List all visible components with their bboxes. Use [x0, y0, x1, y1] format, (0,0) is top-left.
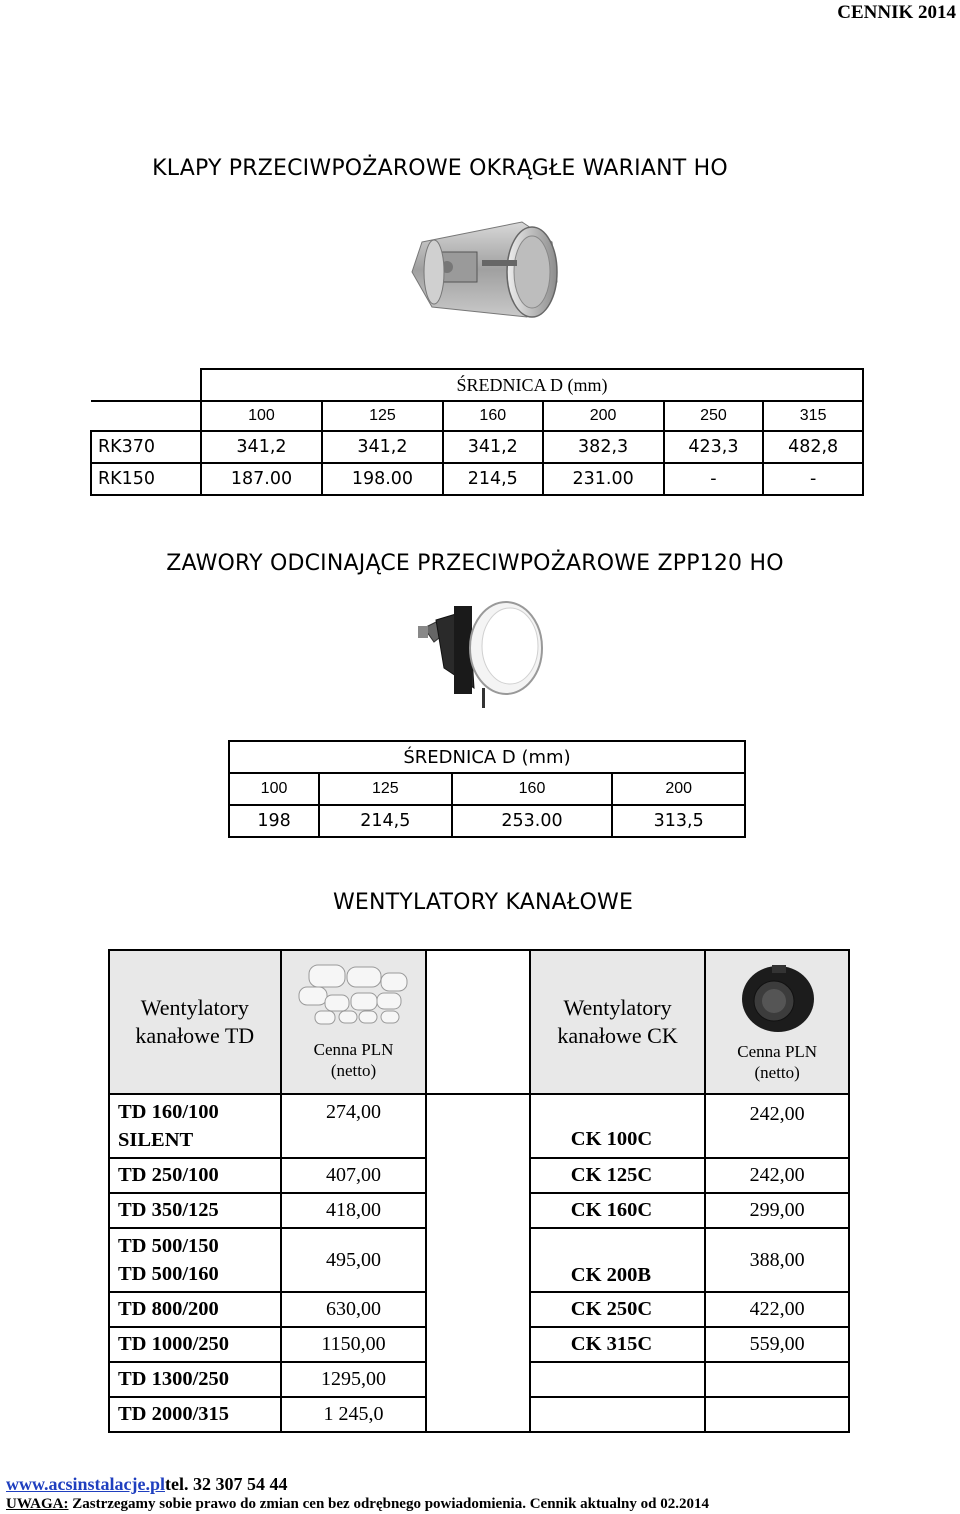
price-cell: 313,5 — [612, 805, 745, 837]
price-cell: 214,5 — [319, 805, 452, 837]
td-model: TD 250/100 — [109, 1158, 281, 1193]
td-price: 495,00 — [281, 1228, 427, 1292]
ck-price: 559,00 — [705, 1327, 849, 1362]
ck-price: 299,00 — [705, 1193, 849, 1228]
price-cell: 423,3 — [664, 431, 764, 463]
phone-number: tel. 32 307 54 44 — [165, 1474, 288, 1494]
td-price: 630,00 — [281, 1292, 427, 1327]
diameter-header: ŚREDNICA D (mm) — [201, 369, 863, 401]
td-price: 1 245,0 — [281, 1397, 427, 1432]
table-row — [109, 1158, 849, 1193]
td-model: TD 2000/315 — [109, 1397, 281, 1432]
section-title-dampers: KLAPY PRZECIWPOŻAROWE OKRĄGŁE WARIANT HO — [152, 156, 728, 181]
price-cell: 187.00 — [201, 463, 322, 495]
ck-fan-image — [734, 963, 820, 1035]
ck-fans-heading: Wentylatory kanałowe CK — [530, 950, 706, 1094]
td-price-heading: Cenna PLN (netto) — [281, 950, 427, 1094]
diameter-label: 100 — [229, 773, 319, 805]
price-cell: 253.00 — [452, 805, 613, 837]
diameter-header: ŚREDNICA D (mm) — [229, 741, 745, 773]
price-cell: - — [664, 463, 764, 495]
valves-price-table — [228, 740, 746, 838]
table-row — [109, 1397, 849, 1432]
td-model: TD 500/150 TD 500/160 — [109, 1228, 281, 1292]
td-price: 407,00 — [281, 1158, 427, 1193]
td-price: 274,00 — [281, 1094, 427, 1158]
price-cell: 482,8 — [763, 431, 863, 463]
ck-model: CK 125C — [530, 1158, 706, 1193]
ck-price: 242,00 — [705, 1094, 849, 1158]
table-row — [109, 1094, 849, 1158]
table-row — [109, 1327, 849, 1362]
website-link[interactable]: www.acsinstalacje.pl — [6, 1474, 165, 1494]
notice-text: Zastrzegamy sobie prawo do zmian cen bez odrębnego powiadomienia. Cennik aktualny od 02.2014 — [68, 1496, 709, 1512]
td-model: TD 1000/250 — [109, 1327, 281, 1362]
ck-price: 388,00 — [705, 1228, 849, 1292]
diameter-label: 125 — [322, 401, 443, 431]
table-row — [91, 431, 863, 463]
price-cell: 341,2 — [322, 431, 443, 463]
table-row — [109, 1292, 849, 1327]
ck-model: CK 315C — [530, 1327, 706, 1362]
table-row — [109, 1193, 849, 1228]
ck-model: CK 160C — [530, 1193, 706, 1228]
table-row — [109, 1362, 849, 1397]
price-cell: 198.00 — [322, 463, 443, 495]
table-row — [91, 463, 863, 495]
footer-contact — [6, 1474, 287, 1495]
ck-price: 242,00 — [705, 1158, 849, 1193]
td-model: TD 350/125 — [109, 1193, 281, 1228]
table-row — [229, 805, 745, 837]
td-model: TD 160/100 SILENT — [109, 1094, 281, 1158]
diameter-label: 200 — [543, 401, 664, 431]
price-cell: 341,2 — [201, 431, 322, 463]
diameter-label: 160 — [452, 773, 613, 805]
footer-notice — [6, 1496, 709, 1513]
section-title-valves: ZAWORY ODCINAJĄCE PRZECIWPOŻAROWE ZPP120 HO — [166, 551, 784, 576]
section-title-fans: WENTYLATORY KANAŁOWE — [332, 890, 634, 915]
diameter-label: 250 — [664, 401, 764, 431]
round-fire-damper-image — [402, 212, 564, 324]
td-model: TD 800/200 — [109, 1292, 281, 1327]
price-cell: 231.00 — [543, 463, 664, 495]
ck-model: CK 200B — [530, 1228, 706, 1292]
td-price: 418,00 — [281, 1193, 427, 1228]
diameter-label: 315 — [763, 401, 863, 431]
price-cell: 198 — [229, 805, 319, 837]
td-fans-image — [295, 961, 413, 1027]
td-model: TD 1300/250 — [109, 1362, 281, 1397]
ck-model: CK 100C — [530, 1094, 706, 1158]
td-fans-heading: Wentylatory kanałowe TD — [109, 950, 281, 1094]
price-cell: 382,3 — [543, 431, 664, 463]
model-label: RK370 — [91, 431, 201, 463]
model-label: RK150 — [91, 463, 201, 495]
price-list-tag: CENNIK 2014 — [837, 2, 956, 23]
diameter-label: 125 — [319, 773, 452, 805]
ck-price: 422,00 — [705, 1292, 849, 1327]
ck-model: CK 250C — [530, 1292, 706, 1327]
ck-price-heading: Cenna PLN (netto) — [705, 950, 849, 1094]
price-cell: 341,2 — [443, 431, 543, 463]
td-price: 1150,00 — [281, 1327, 427, 1362]
td-price: 1295,00 — [281, 1362, 427, 1397]
table-row — [109, 1228, 849, 1292]
shutoff-valve-image — [414, 598, 546, 710]
fans-price-table — [108, 949, 850, 1433]
diameter-label: 160 — [443, 401, 543, 431]
dampers-price-table — [90, 368, 864, 496]
diameter-label: 200 — [612, 773, 745, 805]
price-cell: - — [763, 463, 863, 495]
diameter-label: 100 — [201, 401, 322, 431]
notice-label: UWAGA: — [6, 1496, 69, 1512]
price-cell: 214,5 — [443, 463, 543, 495]
